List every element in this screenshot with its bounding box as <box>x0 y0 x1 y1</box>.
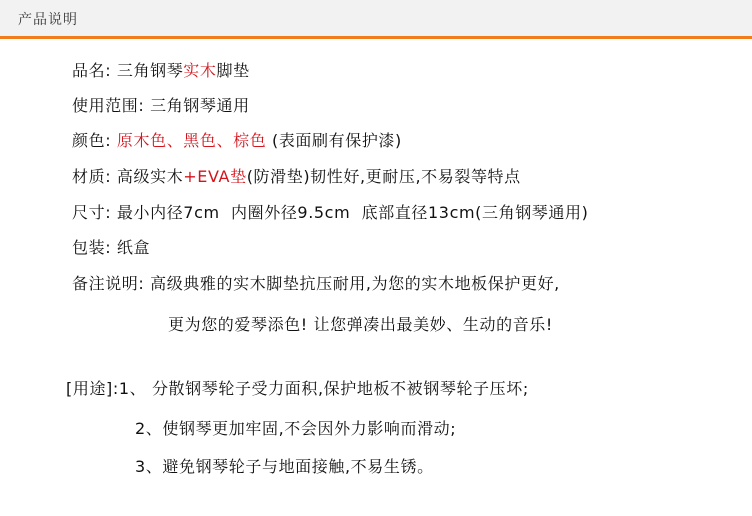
spec-name-label: 品名: <box>72 61 112 80</box>
uses-row-3 <box>135 456 434 478</box>
spec-material-text-b: (防滑垫)韧性好,更耐压,不易裂等特点 <box>246 167 521 186</box>
spec-usage-label: 使用范围: <box>72 96 145 115</box>
spec-color-options: 原木色、黑色、棕色 <box>111 131 267 150</box>
spec-size-row <box>72 202 588 224</box>
spec-package-label: 包装: <box>72 238 112 257</box>
spec-usage-row <box>72 95 250 117</box>
spec-remark-row <box>72 273 560 295</box>
uses-item-2: 2、使钢琴更加牢固,不会因外力影响而滑动; <box>135 419 457 438</box>
spec-color-label: 颜色: <box>72 131 112 150</box>
spec-name-highlight: 实木 <box>183 61 217 80</box>
spec-remark-text-1: 高级典雅的实木脚垫抗压耐用,为您的实木地板保护更好, <box>144 274 560 293</box>
spec-name-row <box>72 60 250 82</box>
spec-material-row <box>72 166 521 188</box>
spec-remark-text-2: 更为您的爱琴添色! 让您弹凑出最美妙、生动的音乐! <box>168 315 553 334</box>
uses-row-2 <box>135 418 456 440</box>
spec-material-eva: +EVA垫 <box>183 167 247 186</box>
spec-color-row <box>72 130 402 152</box>
section-title: 产品说明 <box>18 12 78 28</box>
spec-size-label: 尺寸: <box>72 203 112 222</box>
spec-material-text-a: 高级实木 <box>111 167 184 186</box>
spec-remark-label: 备注说明: <box>72 274 145 293</box>
spec-color-note: (表面刷有保护漆) <box>266 131 402 150</box>
spec-usage-text: 三角钢琴通用 <box>144 96 250 115</box>
spec-package-row <box>72 237 150 259</box>
uses-label: [用途]: <box>66 379 119 398</box>
uses-item-1: 1、 分散钢琴轮子受力面积,保护地板不被钢琴轮子压坏; <box>118 379 529 398</box>
spec-size-text: 最小内径7cm 内圈外径9.5cm 底部直径13cm(三角钢琴通用) <box>111 203 589 222</box>
spec-name-text-a: 三角钢琴 <box>111 61 184 80</box>
section-header <box>0 0 752 38</box>
spec-package-text: 纸盒 <box>111 238 151 257</box>
spec-remark-row-2 <box>168 314 553 336</box>
uses-row-1 <box>66 378 529 400</box>
spec-material-label: 材质: <box>72 167 112 186</box>
header-divider <box>0 36 752 39</box>
spec-name-text-c: 脚垫 <box>216 61 250 80</box>
uses-item-3: 3、避免钢琴轮子与地面接触,不易生锈。 <box>135 457 434 476</box>
